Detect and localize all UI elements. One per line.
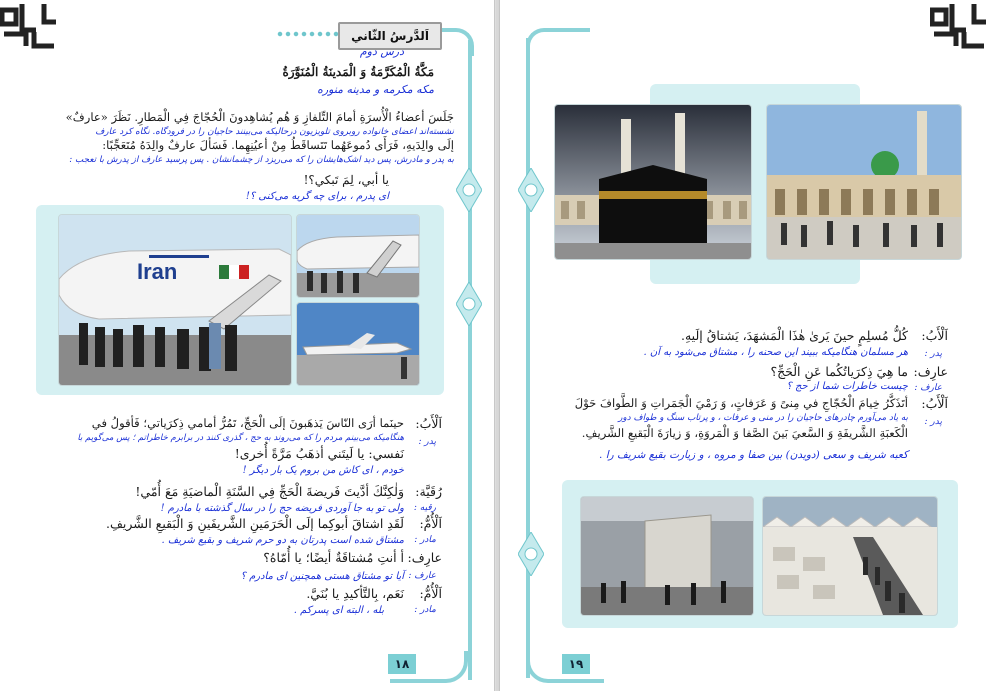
speaker-note: عارف : <box>914 383 942 393</box>
ornament-icon <box>456 168 482 212</box>
dialogue-line: نَعَم، بِالتَّأكيدِ يا بُنَيَّ. <box>306 586 404 601</box>
speaker-label: اَلْأُمُّ: <box>419 516 442 531</box>
dialogue-note: بله ، البته ای پسرکم . <box>293 605 384 616</box>
jamarat-photo <box>580 496 754 616</box>
lesson-label: اَلدَّرسُ الثّاني <box>351 29 429 43</box>
dialogue-note: به یاد می‌آورم چادرهای حاجیان را در منی و عرفات ، و پرتاب سنگ و طواف دور <box>618 413 908 423</box>
speaker-note: پدر : <box>924 349 942 359</box>
dialogue-line: أ أنتِ مُشتاقَةٌ أيضًا؛ يا أُمّاهُ؟ <box>263 550 404 565</box>
speaker-label: اَلْأَبُ: <box>921 396 948 411</box>
speaker-note: مادر : <box>414 535 436 545</box>
dialogue-note: هنگامیکه می‌بینم مردم را که می‌روند به حج ، گذری کنند در برابرم خاطراتم ؛ پس می‌گویم با <box>77 433 404 443</box>
dialogue-note: کعبه شریف و سعی (دویدن) بین صفا و مروه ، و زیارت بقیع شریف را . <box>599 449 908 461</box>
lesson-label-note: درس دوم <box>359 45 404 58</box>
dialogue-note: چیست خاطرات شما از حج ؟ <box>786 381 908 392</box>
ornament-icon <box>518 168 544 212</box>
ornament-icon <box>456 282 482 326</box>
lesson-heading-note: مکه مکرمه و مدینه منوره <box>317 83 434 96</box>
dialogue-line: كُلُّ مُسلِمٍ حينَ يَرىٰ هٰذَا الْمَشهَدَ، يَشتاقُ إلَيهِ. <box>681 328 908 343</box>
speaker-note: عارف : <box>408 571 436 581</box>
page-number: ١٩ <box>562 654 590 674</box>
speaker-label: عارِف: <box>407 550 442 565</box>
airplane-tarmac-photo <box>296 302 420 386</box>
dialogue-note: ولی تو به جا آوردی فریضه حج را در سال گذشته با مادرم ! <box>160 503 404 514</box>
dialogue-note: مشتاق شده است پدرتان به دو حرم شریف و بقیع شریف . <box>161 535 404 546</box>
intro-note-3: ای پدرم ، برای چه گریه می‌کنی ؟! <box>245 191 389 202</box>
speaker-note: پدر : <box>418 437 436 447</box>
dialogue-line: أتَذَكَّرُ خِيامَ الْحُجّاجِ في مِنىً وَ عَرَفاتٍ، وَ رَمْيَ الْجَمَراتِ وَ الطَّوافَ حَوْلَ <box>574 396 908 410</box>
dialogue-line: ما هِيَ ذِكرَياتُكُما عَنِ الْحَجِّ؟ <box>770 364 908 379</box>
speaker-label: اَلْأَبُ: <box>415 416 442 431</box>
dialogue-line: لَقَدِ اشتاقَ أبوكِما إلَى الْحَرَمَينِ الشَّريفَينِ وَ الْبَقيعِ الشَّريفِ. <box>105 516 404 531</box>
speaker-note: پدر : <box>924 417 942 427</box>
mina-tents-photo <box>762 496 938 616</box>
airline-logo-text: Iran <box>137 259 178 284</box>
speaker-note: رقیه : <box>413 503 436 513</box>
dialogue-line: وَلٰكِنَّكَ أدَّيتَ فَريضةَ الْحَجِّ فِي السَّنَةِ الْماضيَةِ مَعَ أُمّي! <box>135 484 404 499</box>
dialogue-line: حينَما أرَى النّاسَ يَذهَبونَ إلَى الْحَجِّ، تَمُرُّ أمامي ذِكرَياتي؛ فَأقولُ في <box>91 416 404 430</box>
page-rail <box>458 40 472 680</box>
right-page <box>500 0 988 691</box>
emblem-logo-icon <box>0 0 58 50</box>
page-number: ١٨ <box>388 654 416 674</box>
dialogue-line: نَفسي: يا لَيتَني أذهَبُ مَرَّةً أُخرى! <box>234 446 404 461</box>
dialogue-note: خودم ، ای کاش من بروم یک بار دیگر ! <box>242 465 404 476</box>
intro-line-2: إلَى والِدَيهِ، فَرَأَى دُموعَهُما تَتَساقَطُ مِنْ أعيُنِهِما. فَسَألَ عارفٌ والِدَهُ مُتَعَجِّبًا: <box>102 138 454 152</box>
dialogue-note: آیا تو مشتاق هستی همچنین ای مادرم ؟ <box>240 571 404 582</box>
speaker-label: رُقَيَّة: <box>415 484 442 499</box>
speaker-label: اَلْأَبُ: <box>921 328 948 343</box>
page-rail <box>526 38 540 678</box>
speaker-label: اَلْأُمُّ: <box>419 586 442 601</box>
dialogue-line: الْكَعبَةِ الشَّريفَةِ وَ السَّعيَ بَينَ الصَّفا وَ الْمَروَةِ، وَ زيارَةَ الْبَقيعِ الشَّريفِ. <box>581 426 908 440</box>
prophets-mosque-photo <box>766 104 962 260</box>
kaaba-photo <box>554 104 752 260</box>
speaker-note: مادر : <box>414 605 436 615</box>
airplane-boarding-photo <box>58 214 292 386</box>
decorative-dots <box>276 30 338 38</box>
intro-note-1: نشسته‌اند اعضای خانواده روبروی تلویزیون درحالیکه می‌بینند حاجیان را در فرودگاه. نگاه کرد عارف <box>95 127 454 137</box>
intro-note-2: به پدر و مادرش، پس دید اشک‌هایشان را که می‌ریزد از چشمانشان . پس پرسید عارف از پدرش با تعجب : <box>69 155 454 165</box>
lesson-heading: مَكَّةُ الْمُكَرَّمَةُ وَ الْمَدينَةُ الْمُنَوَّرَةُ <box>282 65 434 79</box>
airplane-stairs-photo <box>296 214 420 298</box>
speaker-label: عارِف: <box>913 364 948 379</box>
dialogue-note: هر مسلمان هنگامیکه ببیند این صحنه را ، مشتاق می‌شود به آن . <box>643 347 908 358</box>
ornament-icon <box>518 532 544 576</box>
intro-line-3: يا أبي، لِمَ تَبكي؟! <box>303 173 389 187</box>
intro-line-1: جَلَسَ أعضاءُ الْأُسرَةِ أمامَ التِّلفازِ وَ هُم يُشاهِدونَ الْحُجّاجَ فِي الْمَطارِ. نَظَرَ «عارفٌ» <box>65 110 454 124</box>
emblem-logo-icon <box>930 0 988 50</box>
